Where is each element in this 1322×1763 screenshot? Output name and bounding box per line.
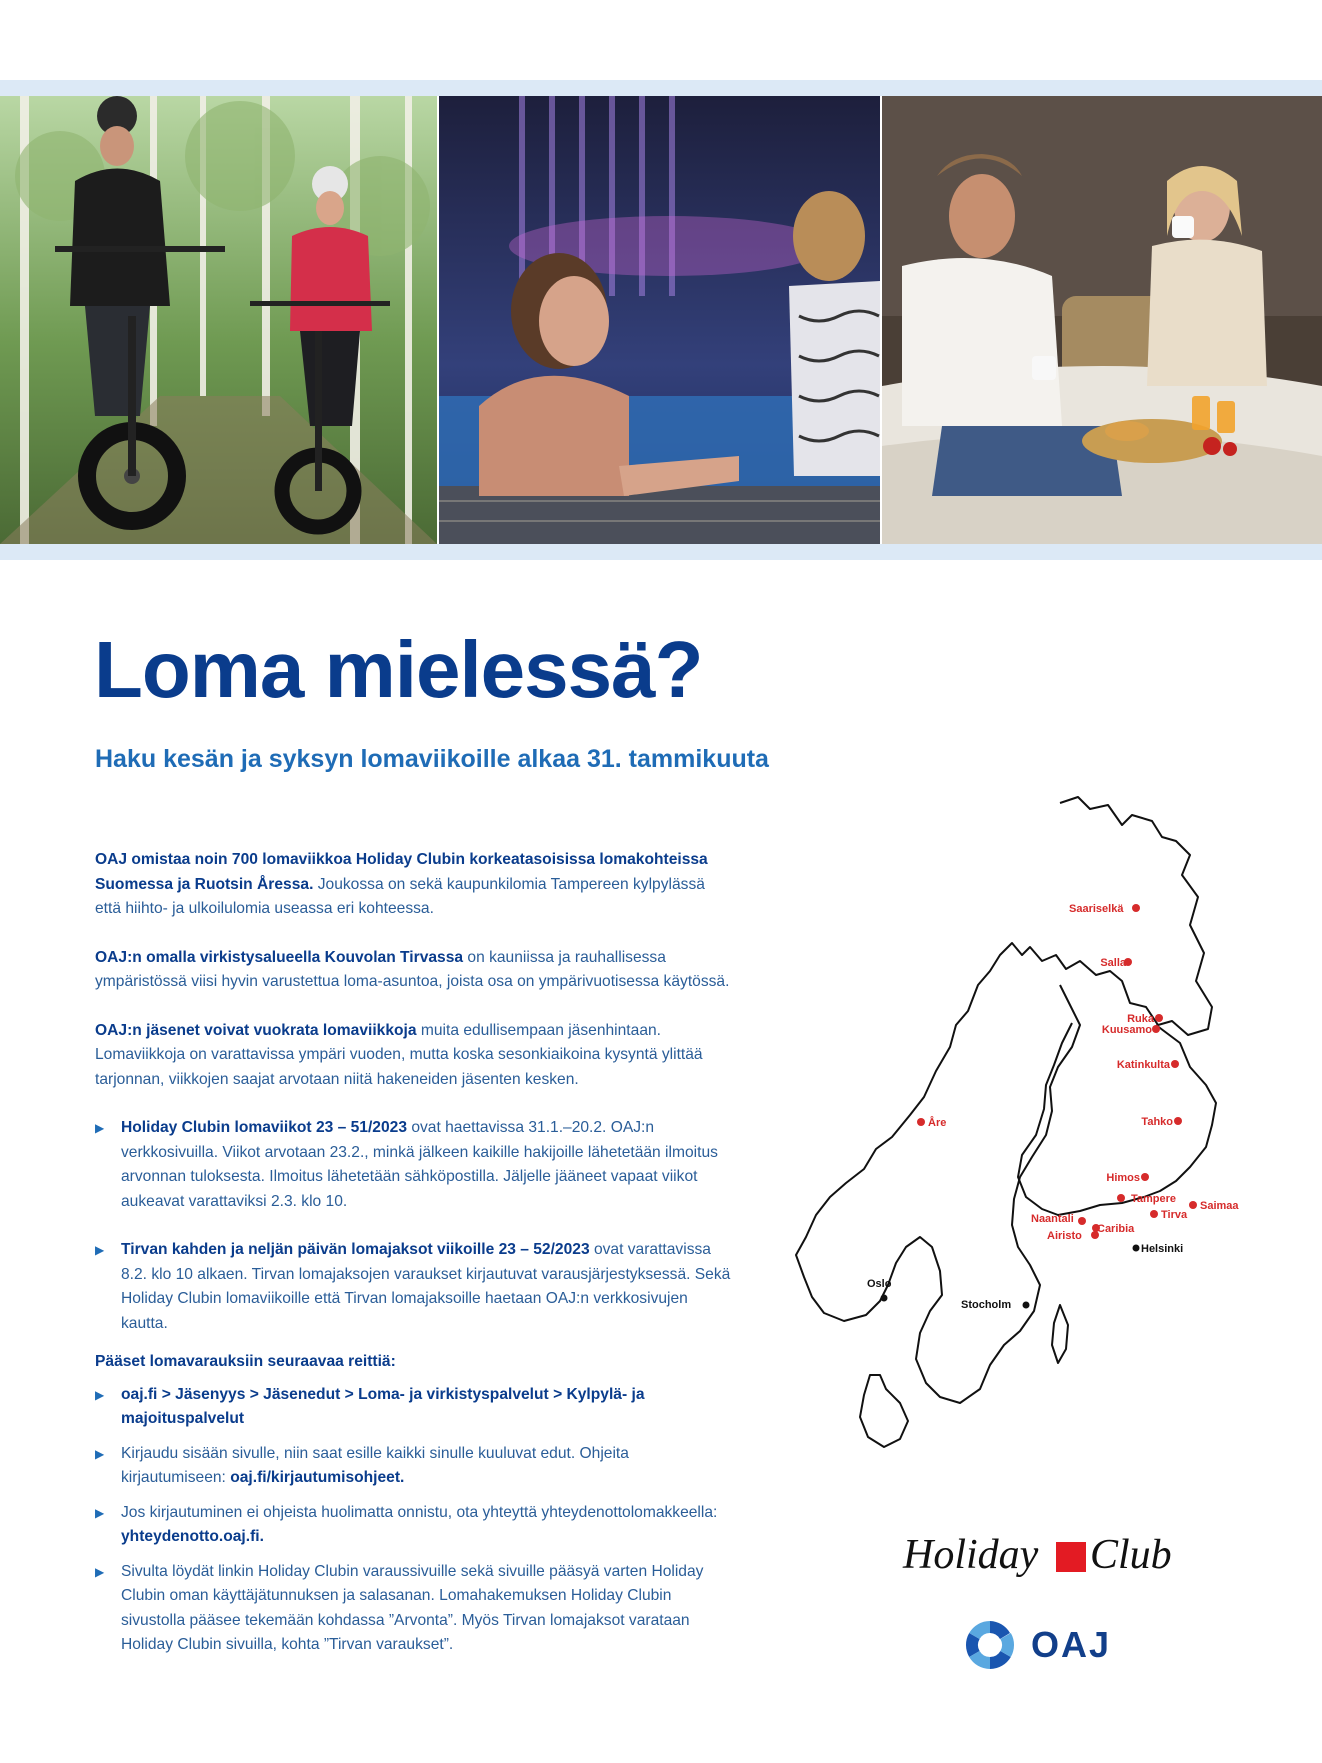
holiday-club-red-square [1056,1542,1086,1572]
map-label-kuusamo: Kuusamo [1101,1024,1152,1036]
map-label-caribia: Caribia [1097,1223,1135,1235]
photo-spa [439,96,880,544]
map-label-tirva: Tirva [1161,1209,1188,1221]
routes-title: Pääset lomavarauksiin seuraavaa reittiä: [95,1353,396,1370]
map-label-airisto: Airisto [1047,1230,1082,1242]
page-title: Loma mielessä? [94,625,703,714]
map-outline-norway-sweden [796,797,1212,1403]
route-item-path[interactable]: ▶ oaj.fi > Jäsenyys > Jäsenedut > Loma- ja virkistyspalvelut > Kylpylä- ja majoituspalvelut [95,1383,735,1432]
map-outline-finland [1018,1023,1216,1215]
map-label-tahko: Tahko [1141,1116,1173,1128]
photo-cycling [0,96,437,544]
article-body [95,848,735,1668]
map-label-helsinki: Helsinki [1141,1243,1184,1255]
map-label-naantali: Naantali [1031,1213,1074,1225]
top-band [0,80,1322,96]
route-item-booking: ▶ Sivulta löydät linkin Holiday Clubin varaussivuille sekä sivuille pääsyä varten Holiday Clubin oman käyttäjätunnuksen ja salasanan. Lomahakemuksen Holiday Clubin sivustolla pääsee tekemään kohdassa ”Arvonta”. Myös Tirvan lomajaksot varataan Holiday Clubin sivuilla, kohta ”Tirvan varaukset”. [95,1560,735,1658]
map-label-himos: Himos [1106,1172,1140,1184]
info-bullets [95,1116,735,1336]
map-outline-gotland [1052,1305,1068,1363]
photo-breakfast [882,96,1322,544]
oaj-logo: OAJ [960,1617,1140,1673]
holiday-club-logo: Holiday Club [903,1532,1172,1578]
map-outline-denmark [860,1375,908,1447]
login-instructions-link[interactable]: oaj.fi/kirjautumisohjeet. [230,1469,405,1486]
map-label-salla: Salla [1100,957,1126,969]
map-label-are: Åre [928,1117,947,1129]
map-label-tampere: Tampere [1131,1193,1177,1205]
map-label-stockholm: Stocholm [961,1299,1012,1311]
intro-paragraph-1: OAJ omistaa noin 700 lomaviikkoa Holiday Clubin korkeatasoisissa lomakohteissa Suomessa ja Ruotsin Åressa. Joukossa on sekä kaupunkilomia Tampereen kylpylässä että hiihto- ja ulkoilulomia useassa eri kohteessa. [95,851,708,917]
bullet-holiday-club-weeks: ▶ Holiday Clubin lomaviikot 23 – 51/2023 ovat haettavissa 31.1.–20.2. OAJ:n verkkosivuilla. Viikot arvotaan 23.2., minkä jälkeen kaikille hakijoille lähetetään ilmoitus arvonnan tuloksesta. Ilmoitus lähetetään sähköpostilla. Jäljelle jääneet vapaat viikot aukeavat varattaviksi 2.3. klo 10. [95,1116,735,1214]
bottom-band [0,544,1322,560]
route-item-contact: ▶ Jos kirjautuminen ei ohjeista huolimatta onnistu, ota yhteyttä yhteydenottolomakkeella: yhteydenotto.oaj.fi. [95,1501,735,1550]
photo-strip [0,96,1322,544]
oaj-emblem-icon [960,1617,1020,1673]
map-label-oslo: Oslo [867,1278,892,1290]
intro-paragraph-3: OAJ:n jäsenet voivat vuokrata lomaviikkoja muita edullisempaan jäsenhintaan. Lomaviikkoja on varattavissa ympäri vuoden, mutta koska sesonkiaikoina kysyntä ylittää tarjonnan, viikkojen saajat arvotaan niitä hakeneiden jäsenten kesken. [95,1021,703,1088]
intro-paragraph-2: OAJ:n omalla virkistysalueella Kouvolan Tirvassa on kauniissa ja rauhallisessa ympäristössä viisi hyvin varustettua loma-asuntoa, joista osa on ympärivuotisessa käytössä. [95,948,730,990]
page-subtitle: Haku kesän ja syksyn lomaviikoille alkaa 31. tammikuuta [95,745,769,773]
map-label-saimaa: Saimaa [1200,1200,1239,1212]
route-item-login: ▶ Kirjaudu sisään sivulle, niin saat esille kaikki sinulle kuuluvat edut. Ohjeita kirjautumiseen: oaj.fi/kirjautumisohjeet. [95,1442,735,1491]
map-label-ruka: Ruka [1127,1013,1154,1025]
resort-map [760,785,1272,1485]
bullet-tirva-periods: ▶ Tirvan kahden ja neljän päivän lomajaksot viikoille 23 – 52/2023 ovat varattavissa 8.2. klo 10 alkaen. Tirvan lomajaksojen varaukset kirjautuvat varausjärjestyksessä. Sekä Holiday Clubin lomaviikoille että Tirvan lomajaksoille haetaan OAJ:n verkkosivujen kautta. [95,1238,735,1336]
route-bullets [95,1383,735,1658]
map-label-saariselka: Saariselkä [1069,903,1124,915]
map-label-katinkulta: Katinkulta [1116,1059,1170,1071]
contact-form-link[interactable]: yhteydenotto.oaj.fi. [121,1528,264,1545]
